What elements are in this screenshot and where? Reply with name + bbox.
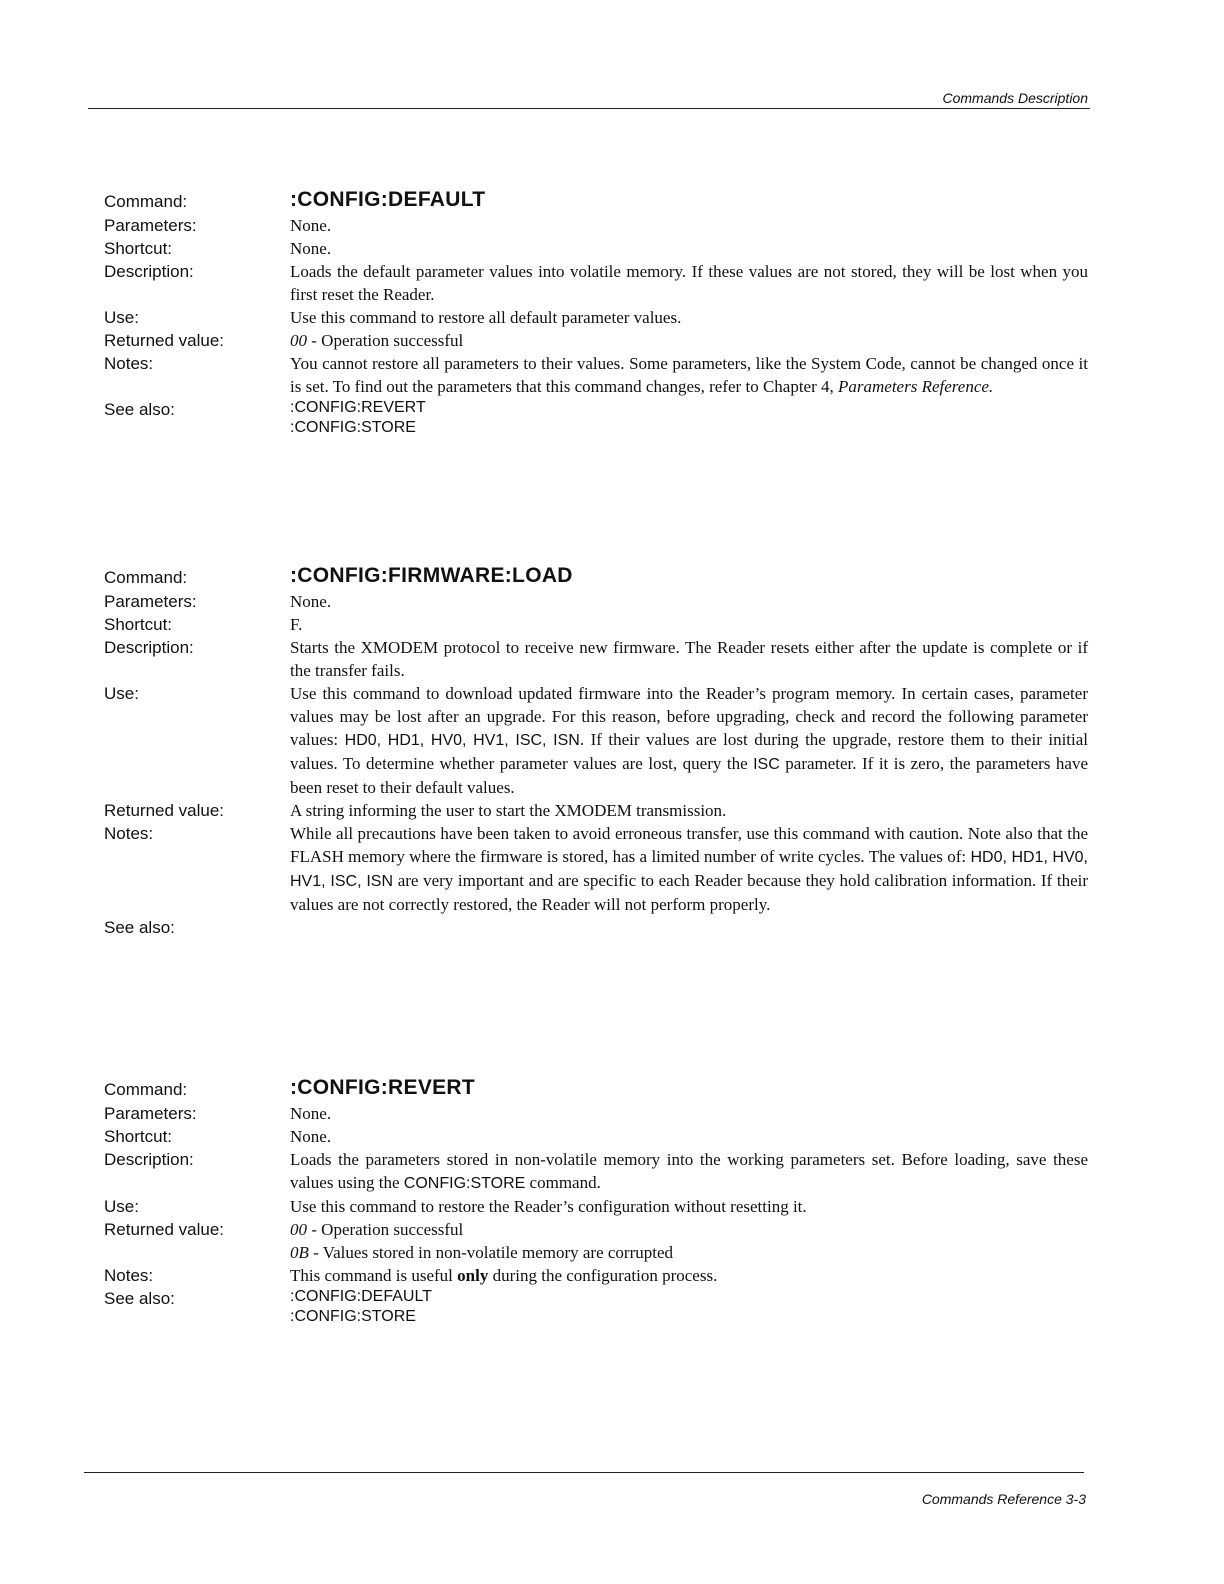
use-value: Use this command to restore the Reader’s configuration without resetting it.	[290, 1197, 807, 1216]
parameters-label: Parameters:	[104, 1104, 197, 1123]
description-label: Description:	[104, 638, 194, 657]
returned-value: A string informing the user to start the XMODEM transmission.	[290, 801, 727, 820]
see-also-item: :CONFIG:STORE	[290, 419, 416, 436]
page-footer-title: Commands Reference 3-3	[921, 1491, 1086, 1507]
description-label: Description:	[104, 1150, 194, 1169]
returned-value	[290, 1218, 1088, 1264]
return-code-text: - Values stored in non-volatile memory are corrupted	[308, 1243, 674, 1262]
parameters-value: None.	[290, 592, 332, 611]
use-text: Use this command to download updated firmware into the Reader’s program memory. In certain cases, parameter values may be lost after an upgrade. For this reason, before upgrading, check and record the following parameter values:	[290, 684, 1088, 749]
notes-emphasis: only	[457, 1266, 489, 1285]
see-also-label: See also:	[104, 918, 175, 937]
return-code-row	[290, 329, 1088, 352]
command-block-config-default	[104, 186, 1088, 438]
notes-label: Notes:	[104, 354, 154, 373]
returned-value-label: Returned value:	[104, 1220, 225, 1239]
returned-value	[290, 329, 1088, 352]
shortcut-value: None.	[290, 239, 332, 258]
description-text: command.	[525, 1173, 601, 1192]
notes-text: You cannot restore all parameters to their values. Some parameters, like the System Code, cannot be changed once it is set. To find out the parameters that this command changes, refer to Chapter 4,	[290, 354, 1088, 396]
description-value: Loads the default parameter values into volatile memory. If these values are not stored, they will be lost when you first reset the Reader.	[290, 262, 1088, 304]
page-header-title: Commands Description	[942, 90, 1088, 106]
shortcut-label: Shortcut:	[104, 615, 173, 634]
parameter-name: ISC	[753, 756, 780, 773]
see-also-list	[290, 1287, 1088, 1327]
notes-text: during the configuration process.	[488, 1266, 718, 1285]
return-code-row	[290, 1241, 1088, 1264]
description-text: Loads the parameters stored in non-volatile memory into the working parameters set. Before loading, save these values using the	[290, 1150, 1088, 1192]
see-also-item: :CONFIG:DEFAULT	[290, 1288, 432, 1305]
shortcut-value: F.	[290, 615, 303, 634]
returned-value-label: Returned value:	[104, 801, 225, 820]
notes-value	[290, 352, 1088, 398]
notes-label: Notes:	[104, 824, 154, 843]
notes-text: While all precautions have been taken to avoid erroneous transfer, use this command with caution. Note also that the FLASH memory where the firmware is stored, has a limited number of write cycles. The values of:	[290, 824, 1088, 866]
command-reference: CONFIG:STORE	[403, 1175, 526, 1192]
use-value: Use this command to restore all default parameter values.	[290, 308, 682, 327]
see-also-label: See also:	[104, 400, 175, 419]
header-rule	[88, 108, 1090, 109]
use-value	[290, 682, 1088, 799]
shortcut-label: Shortcut:	[104, 239, 173, 258]
command-label: Command:	[104, 568, 188, 587]
notes-text: This command is useful	[290, 1266, 458, 1285]
see-also-label: See also:	[104, 1289, 175, 1308]
parameter-names: HD0, HD1, HV0, HV1, ISC, ISN	[344, 732, 580, 749]
use-label: Use:	[104, 308, 139, 327]
return-code-row	[290, 1218, 1088, 1241]
return-code: 00	[290, 331, 307, 350]
return-code-text: - Operation successful	[307, 1220, 464, 1239]
use-text: parameter. If it is zero, the parameters have been reset to their default values.	[290, 754, 1088, 797]
return-code: 0B	[290, 1243, 309, 1262]
use-label: Use:	[104, 684, 139, 703]
see-also-item: :CONFIG:STORE	[290, 1308, 416, 1325]
description-label: Description:	[104, 262, 194, 281]
command-label: Command:	[104, 1080, 188, 1099]
command-name: :CONFIG:DEFAULT	[290, 188, 486, 211]
notes-value	[290, 822, 1088, 916]
parameters-value: None.	[290, 1104, 332, 1123]
parameters-label: Parameters:	[104, 216, 197, 235]
shortcut-label: Shortcut:	[104, 1127, 173, 1146]
parameter-names: HD0, HD1, HV0, HV1, ISC, ISN	[290, 849, 1089, 890]
notes-reference-title: Parameters Reference.	[838, 377, 994, 396]
shortcut-value: None.	[290, 1127, 332, 1146]
use-text: . If their values are lost during the upgrade, restore them to their initial values. To determine whether parameter values are lost, query the	[290, 730, 1089, 773]
notes-text: are very important and are specific to each Reader because they hold calibration information. If their values are not correctly restored, the Reader will not perform properly.	[290, 871, 1088, 914]
notes-value	[290, 1264, 1088, 1287]
command-name: :CONFIG:REVERT	[290, 1076, 476, 1099]
command-label: Command:	[104, 192, 188, 211]
parameters-value: None.	[290, 216, 332, 235]
return-code-text: - Operation successful	[307, 331, 464, 350]
description-value	[290, 1148, 1088, 1195]
see-also-list	[290, 398, 1088, 438]
returned-value-label: Returned value:	[104, 331, 225, 350]
use-label: Use:	[104, 1197, 139, 1216]
footer-rule	[84, 1472, 1084, 1473]
see-also-item: :CONFIG:REVERT	[290, 399, 426, 416]
command-block-config-revert	[104, 1074, 1088, 1327]
description-value: Starts the XMODEM protocol to receive new firmware. The Reader resets either after the update is complete or if the transfer fails.	[290, 638, 1088, 680]
notes-label: Notes:	[104, 1266, 154, 1285]
command-name: :CONFIG:FIRMWARE:LOAD	[290, 564, 573, 587]
parameters-label: Parameters:	[104, 592, 197, 611]
command-block-config-firmware-load	[104, 562, 1088, 939]
return-code: 00	[290, 1220, 307, 1239]
